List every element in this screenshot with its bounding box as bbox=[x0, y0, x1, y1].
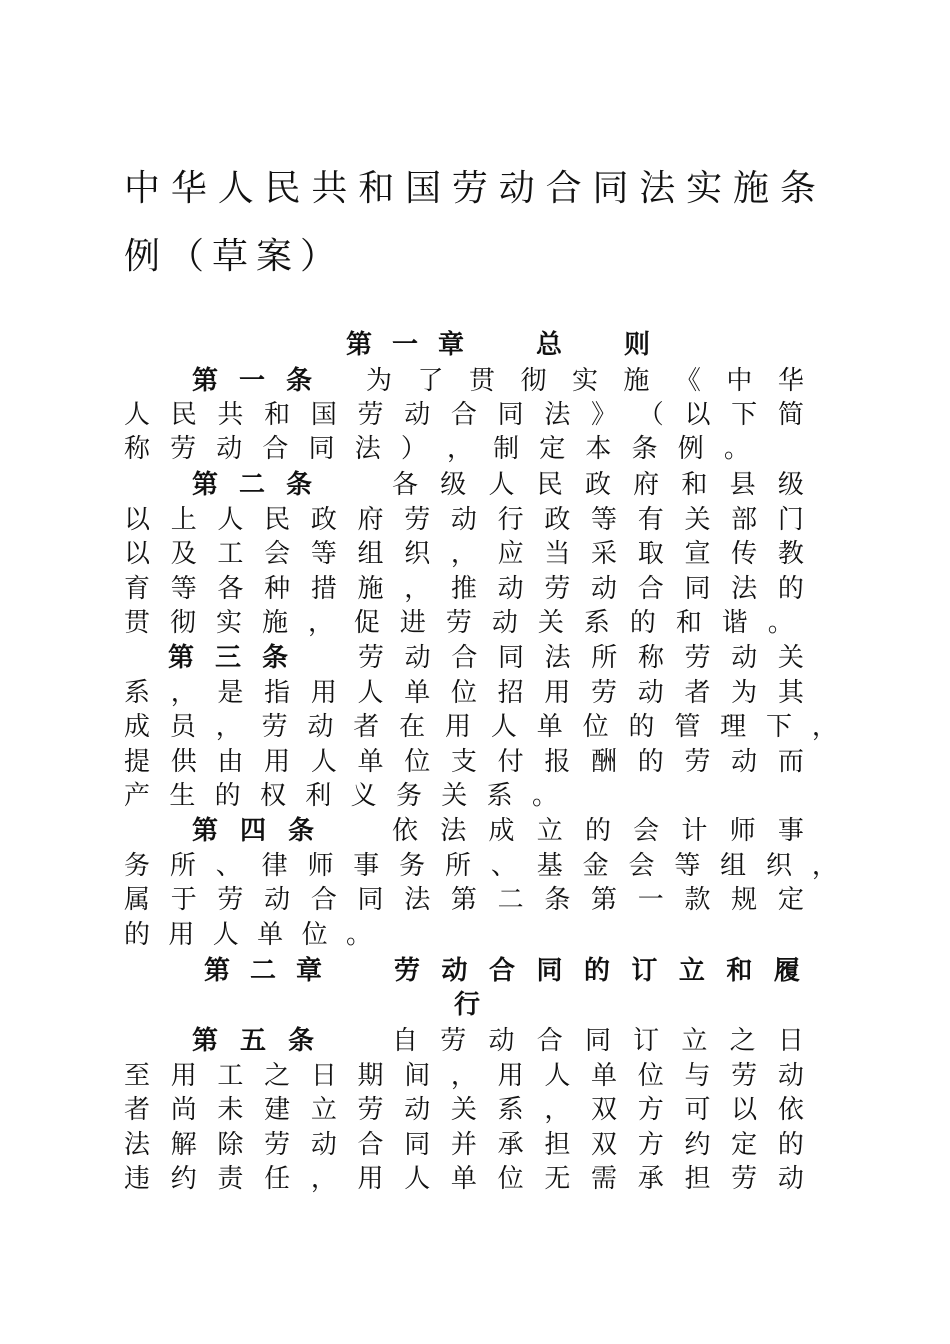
article-3-line-4: 提 供 由 用 人 单 位 支 付 报 酬 的 劳 动 而 bbox=[124, 747, 804, 777]
article-4-line-3: 属 于 劳 动 合 同 法 第 二 条 第 一 款 规 定 bbox=[124, 885, 804, 915]
article-3-line-2: 系 ， 是 指 用 人 单 位 招 用 劳 动 者 为 其 bbox=[124, 678, 804, 708]
article-3-line-5: 产 生 的 权 利 义 务 关 系 。 bbox=[124, 781, 558, 811]
article-4-line-4: 的 用 人 单 位 。 bbox=[124, 920, 372, 950]
article-2-line-3: 以 及 工 会 等 组 织 ， 应 当 采 取 宣 传 教 bbox=[124, 539, 804, 569]
chapter-1-name: 总 则 bbox=[536, 330, 650, 360]
article-5-label: 第 五 条 bbox=[192, 1026, 314, 1056]
article-3-line-3: 成 员 ， 劳 动 者 在 用 人 单 位 的 管 理 下 ， bbox=[124, 712, 838, 742]
chapter-2-name-line-2: 行 bbox=[454, 990, 481, 1020]
article-2-line-4: 育 等 各 种 措 施 ， 推 动 劳 动 合 同 法 的 bbox=[124, 574, 804, 604]
chapter-2-label: 第 二 章 bbox=[204, 956, 322, 986]
article-4-label: 第 四 条 bbox=[192, 816, 314, 846]
article-5-line-2: 至 用 工 之 日 期 间 ， 用 人 单 位 与 劳 动 bbox=[124, 1061, 804, 1091]
article-2-line-2: 以 上 人 民 政 府 劳 动 行 政 等 有 关 部 门 bbox=[124, 505, 804, 535]
article-3-label: 第 三 条 bbox=[168, 643, 288, 673]
article-1-label: 第 一 条 bbox=[192, 366, 312, 396]
article-1-line-2: 人 民 共 和 国 劳 动 合 同 法 》 （ 以 下 简 bbox=[124, 400, 804, 430]
article-1-line-1: 为 了 贯 彻 实 施 《 中 华 bbox=[366, 366, 804, 396]
article-5-line-5: 违 约 责 任 ， 用 人 单 位 无 需 承 担 劳 动 bbox=[124, 1164, 804, 1194]
article-4-line-1: 依 法 成 立 的 会 计 师 事 bbox=[392, 816, 804, 846]
document-title-line-1: 中 华 人 民 共 和 国 劳 动 合 同 法 实 施 条 bbox=[124, 168, 816, 209]
article-2-line-5: 贯 彻 实 施 ， 促 进 劳 动 关 系 的 和 谐 。 bbox=[124, 608, 794, 638]
article-5-line-4: 法 解 除 劳 动 合 同 并 承 担 双 方 约 定 的 bbox=[124, 1130, 804, 1160]
article-2-line-1: 各 级 人 民 政 府 和 县 级 bbox=[392, 470, 804, 500]
document-title-line-2: 例 （ 草 案 ） bbox=[124, 236, 336, 277]
chapter-1-label: 第 一 章 bbox=[346, 330, 464, 360]
chapter-2-name-line-1: 劳 动 合 同 的 订 立 和 履 bbox=[394, 956, 800, 986]
article-1-line-3: 称 劳 动 合 同 法 ） ， 制 定 本 条 例 。 bbox=[124, 434, 750, 464]
article-4-line-2: 务 所 、 律 师 事 务 所 、 基 金 会 等 组 织 ， bbox=[124, 851, 838, 881]
article-5-line-1: 自 劳 动 合 同 订 立 之 日 bbox=[392, 1026, 804, 1056]
article-2-label: 第 二 条 bbox=[192, 470, 312, 500]
article-5-line-3: 者 尚 未 建 立 劳 动 关 系 ， 双 方 可 以 依 bbox=[124, 1095, 804, 1125]
article-3-line-1: 劳 动 合 同 法 所 称 劳 动 关 bbox=[358, 643, 804, 673]
